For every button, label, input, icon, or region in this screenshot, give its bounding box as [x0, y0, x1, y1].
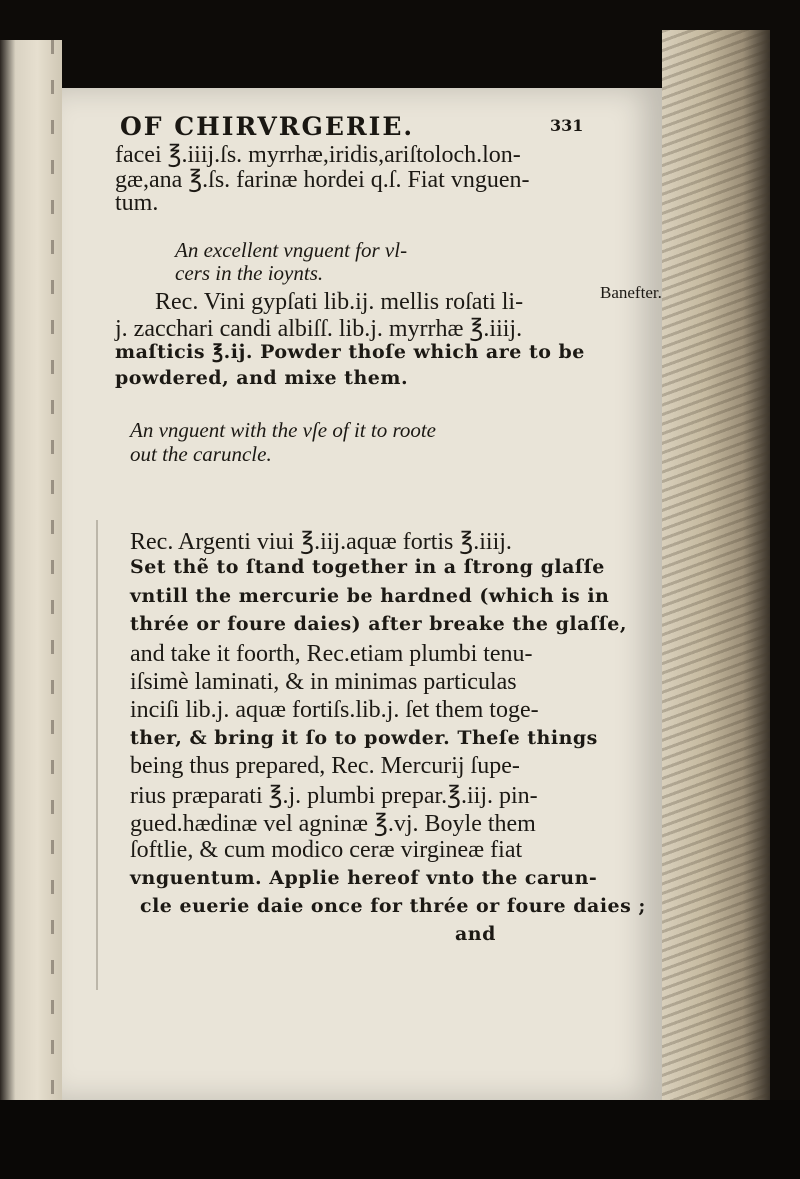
section-heading: cers in the ioynts.	[175, 261, 324, 285]
page-shadow-rule	[96, 520, 98, 990]
text-line: gæ,ana ℥.ſs. farinæ hordei q.ſ. Fiat vnguen-	[115, 167, 530, 193]
section-heading: An vnguent with the vſe of it to roote	[130, 418, 436, 442]
text-line: vnguentum. Applie hereof vnto the carun-	[130, 867, 598, 889]
text-line: vntill the mercurie be hardned (which is in	[130, 585, 610, 607]
text-line: cle euerie daie once for thrée or foure daies ;	[140, 895, 646, 917]
text-line: gued.hædinæ vel agninæ ℥.vj. Boyle them	[130, 811, 536, 837]
section-heading: An excellent vnguent for vl-	[175, 238, 408, 262]
text-line: Rec. Vini gypſati lib.ij. mellis roſati li-	[155, 289, 524, 315]
book-right-edge	[662, 30, 770, 1140]
text-line: j. zacchari candi albiſſ. lib.j. myrrhæ ℥.iiij.	[115, 316, 523, 342]
text-line: facei ℥.iiij.ſs. myrrhæ,iridis,ariſtoloch.lon-	[115, 142, 521, 168]
text-line: Set thẽ to ſtand together in a ſtrong glaſſe	[130, 556, 605, 578]
text-line: inciſi lib.j. aquæ fortiſs.lib.j. ſet them toge-	[130, 697, 539, 723]
book-left-edge	[0, 40, 62, 1130]
text-line: and take it foorth, Rec.etiam plumbi tenu-	[130, 641, 533, 667]
section-heading: out the caruncle.	[130, 442, 272, 466]
text-line: powdered, and mixe them.	[115, 367, 409, 389]
text-line: being thus prepared, Rec. Mercurij ſupe-	[130, 753, 520, 779]
page-number: 331	[550, 116, 584, 135]
text-line: tum.	[115, 190, 159, 216]
margin-note: Banefter.	[600, 283, 662, 302]
text-line: thrée or foure daies) after breake the glaſſe,	[130, 613, 627, 635]
text-line: ſoftlie, & cum modico ceræ virgineæ fiat	[130, 837, 523, 863]
catchword: and	[455, 923, 496, 945]
running-title: OF CHIRVRGERIE.	[120, 112, 415, 141]
text-line: maſticis ℥.ij. Powder thoſe which are to be	[115, 341, 585, 363]
text-line: iſsimè laminati, & in minimas particulas	[130, 669, 517, 695]
background-bottom	[0, 1100, 800, 1179]
text-line: Rec. Argenti viui ℥.iij.aquæ fortis ℥.iiij.	[130, 529, 512, 555]
text-line: rius præparati ℥.j. plumbi prepar.℥.iij. pin-	[130, 783, 538, 809]
text-line: ther, & bring it ſo to powder. Theſe things	[130, 727, 598, 749]
